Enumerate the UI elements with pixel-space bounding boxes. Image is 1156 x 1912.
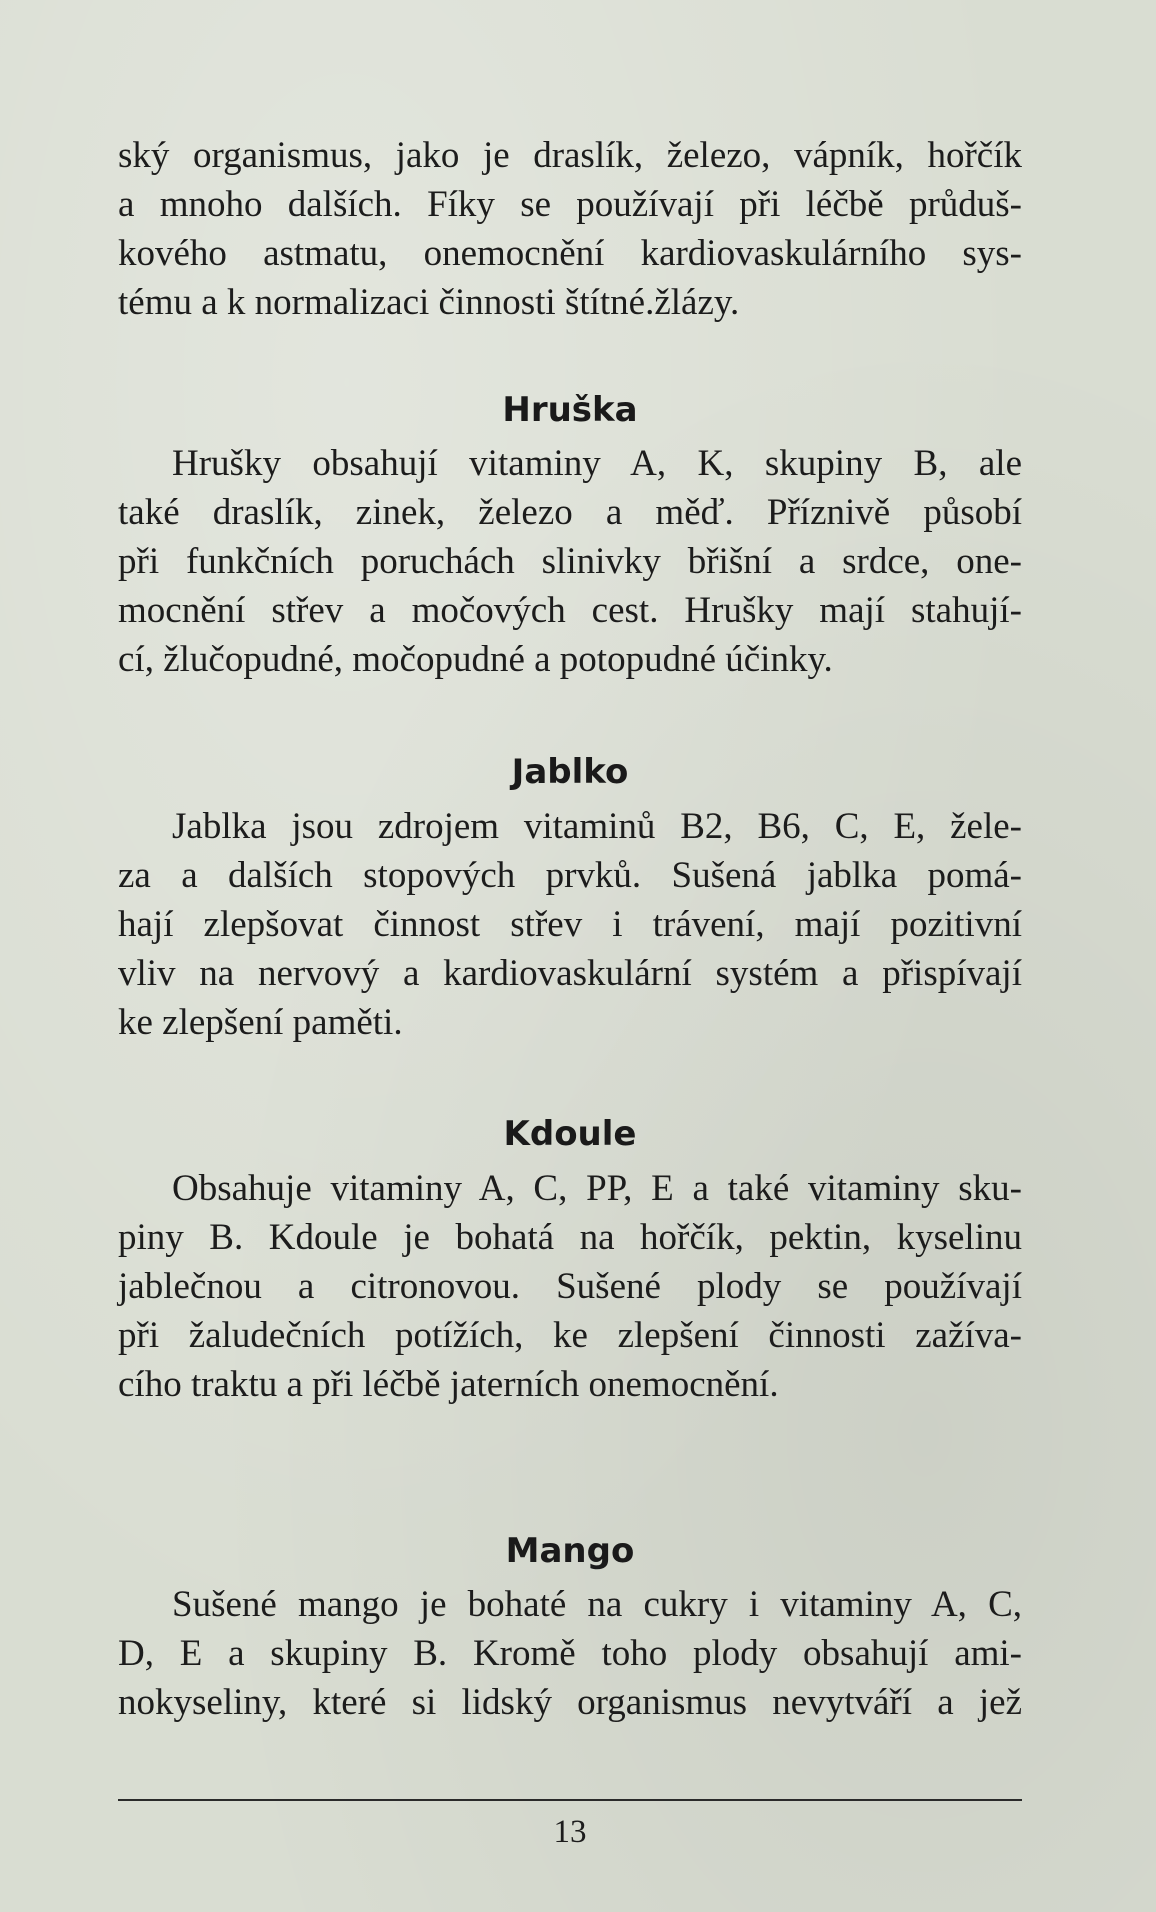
- text-line: D, E a skupiny B. Kromě toho plody obsahují ami-: [118, 1633, 1022, 1674]
- text-line: ský organismus, jako je draslík, železo, vápník, hořčík: [118, 135, 1022, 176]
- text-line: Obsahuje vitaminy A, C, PP, E a také vitaminy sku-: [172, 1168, 1022, 1209]
- text-line: Sušené mango je bohaté na cukry i vitaminy A, C,: [172, 1584, 1022, 1625]
- section-heading-jablko: Jablko: [511, 752, 629, 792]
- text-line: cího traktu a při léčbě jaterních onemocnění.: [118, 1364, 779, 1405]
- text-line: vliv na nervový a kardiovaskulární systém a přispívají: [118, 953, 1022, 994]
- section-heading-kdoule: Kdoule: [503, 1114, 637, 1154]
- paragraph-fiky-continuation: [118, 131, 1022, 327]
- text-line: kového astmatu, onemocnění kardiovaskulárního sys-: [118, 233, 1022, 274]
- text-line: při žaludečních potížích, ke zlepšení činnosti zažíva-: [118, 1315, 1022, 1356]
- paragraph-jablko: [118, 802, 1022, 1047]
- paragraph-kdoule: [118, 1164, 1022, 1409]
- footer-rule: [118, 1799, 1022, 1801]
- text-line: jablečnou a citronovou. Sušené plody se používají: [118, 1266, 1022, 1307]
- text-line: nokyseliny, které si lidský organismus nevytváří a jež: [118, 1682, 1022, 1723]
- page-number: 13: [553, 1814, 587, 1850]
- paragraph-hruska: [118, 439, 1022, 684]
- text-line: při funkčních poruchách slinivky břišní a srdce, one-: [118, 541, 1022, 582]
- text-line: mocnění střev a močových cest. Hrušky mají stahují-: [118, 590, 1022, 631]
- text-line: také draslík, zinek, železo a měď. Příznivě působí: [118, 492, 1022, 533]
- text-line: ke zlepšení paměti.: [118, 1002, 403, 1043]
- text-line: tému a k normalizaci činnosti štítné.žlázy.: [118, 282, 740, 323]
- section-heading-mango: Mango: [505, 1531, 635, 1571]
- section-heading-hruska: Hruška: [502, 390, 638, 430]
- paragraph-mango: [118, 1580, 1022, 1727]
- text-line: a mnoho dalších. Fíky se používají při léčbě průduš-: [118, 184, 1022, 225]
- text-line: Jablka jsou zdrojem vitaminů B2, B6, C, E, žele-: [172, 806, 1022, 847]
- text-line: cí, žlučopudné, močopudné a potopudné účinky.: [118, 639, 833, 680]
- text-line: piny B. Kdoule je bohatá na hořčík, pektin, kyselinu: [118, 1217, 1022, 1258]
- text-line: hají zlepšovat činnost střev i trávení, mají pozitivní: [118, 904, 1022, 945]
- text-line: za a dalších stopových prvků. Sušená jablka pomá-: [118, 855, 1022, 896]
- text-line: Hrušky obsahují vitaminy A, K, skupiny B, ale: [172, 443, 1022, 484]
